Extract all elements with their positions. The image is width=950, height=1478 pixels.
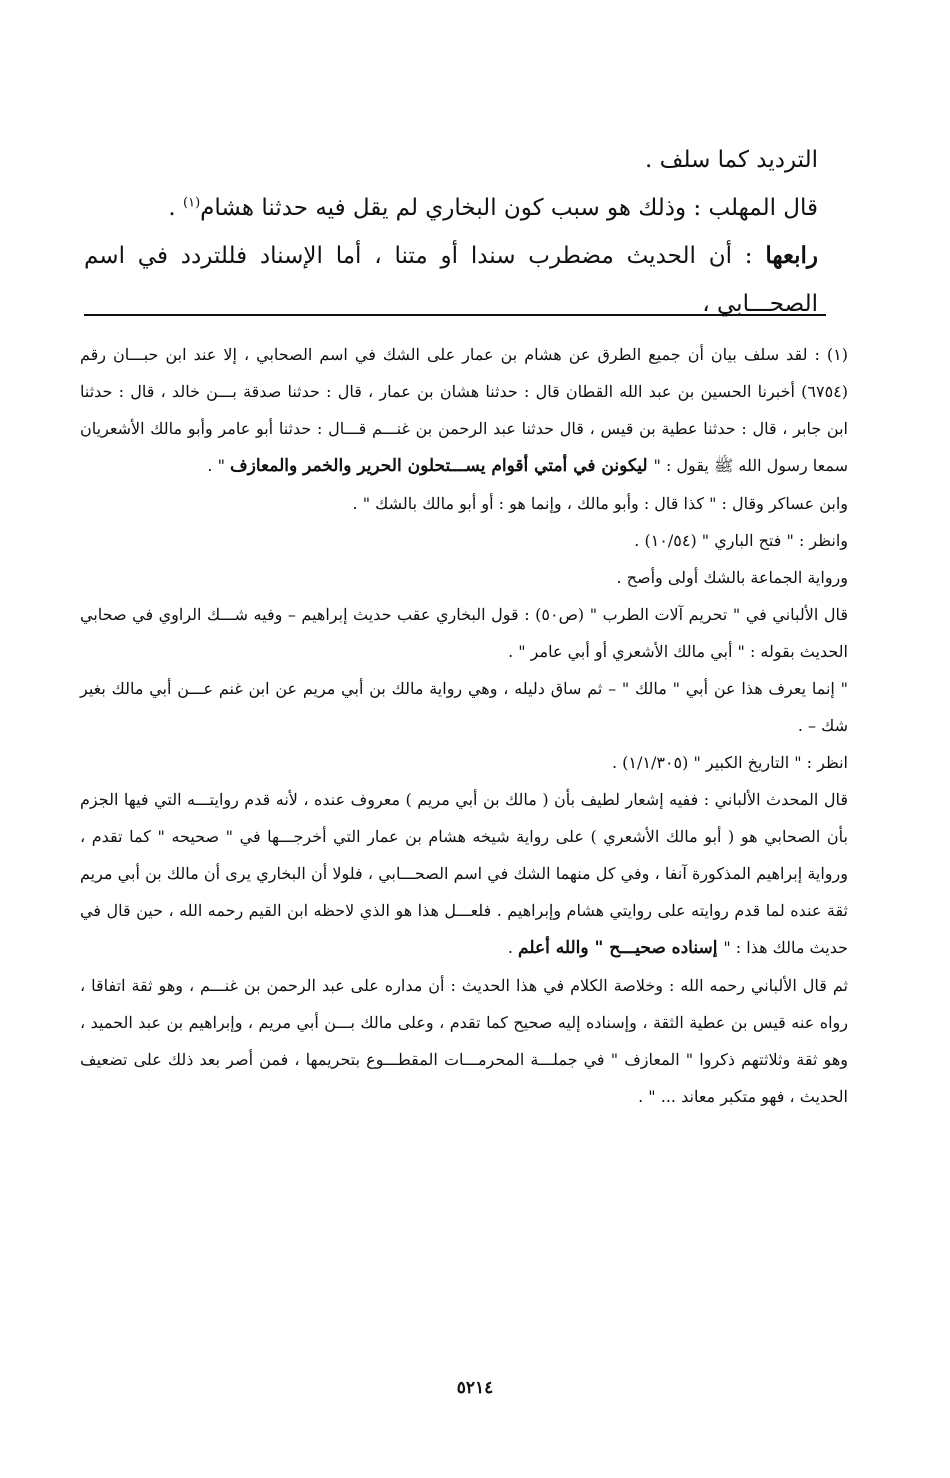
footnote-paragraph-4 bbox=[80, 559, 848, 596]
footnote-paragraph-8-end: . bbox=[507, 938, 519, 957]
footnote-paragraph-5-text: قال الألباني في " تحريم آلات الطرب " (ص٥٠) : قول البخاري عقب حديث إبراهيم – وفيه شـــك الراوي في صحابي الحديث بقوله : " أبي مالك الأشعري أو أبي عامر " . bbox=[80, 605, 848, 661]
footnote-separator bbox=[84, 314, 826, 316]
hadith-quote: ليكونن في أمتي أقوام يســـتحلون الحرير والخمر والمعازف bbox=[230, 456, 654, 476]
footnote-paragraph-4-text: ورواية الجماعة بالشك أولى وأصح . bbox=[616, 568, 848, 587]
isnad-judgement: إسناده صحيـــح " والله أعلم bbox=[518, 938, 724, 958]
main-line-3-heading: رابعها bbox=[765, 242, 818, 269]
footnote-paragraph-7 bbox=[80, 744, 848, 781]
footnote-paragraph-1-text: (١) : لقد سلف بيان أن جميع الطرق عن هشام بن عمار على الشك في اسم الصحابي ، إلا عند ابن حبـــان رقم (٦٧٥٤) أخبرنا الحسين بن عبد الله القطان قال : حدثنا هشان بن عمار ، قال : حدثنا صدقة بـــن خالد ، قال : حدثنا ابن جابر ، قال : حدثنا عطية بن قيس ، قال حدثنا عبد الرحمن بن غنـــم قـــال : حدثنا أبو عامر وأبو مالك الأشعريان سمعا رسول الله ﷺ يقول : " bbox=[80, 345, 848, 475]
footnote-paragraph-7-text: انظر : " التاريخ الكبير " (١/١/٣٠٥) . bbox=[611, 753, 848, 772]
main-line-2-text: قال المهلب : وذلك هو سبب كون البخاري لم يقل فيه حدثنا هشام bbox=[200, 195, 818, 221]
footnote-paragraph-9 bbox=[80, 967, 848, 1115]
main-line-1-text: الترديد كما سلف . bbox=[645, 147, 818, 173]
main-text-block bbox=[84, 136, 818, 328]
footnote-paragraph-9-text: ثم قال الألباني رحمه الله : وخلاصة الكلام في هذا الحديث : أن مداره على عبد الرحمن بن غنـــم ، وهو ثقة اتفاقا ، رواه عنه قيس بن عطية الثقة ، وإسناده إليه صحيح كما تقدم ، وعلى مالك بـــن أبي مريم ، وإبراهيم بن عبد الحميد ، وهو ثقة وثلاثتهم ذكروا " المعازف " في جملـــة المحرمـــات المقطـــوع بتحريمها ، فمن أصر بعد ذلك على تضعيف الحديث ، فهو متكبر معاند ... " . bbox=[80, 976, 849, 1106]
footnotes-block bbox=[80, 336, 848, 1115]
footnote-paragraph-8-text: قال المحدث الألباني : ففيه إشعار لطيف بأن ( مالك بن أبي مريم ) معروف عنده ، لأنه قدم روايتـــه التي فيها الجزم بأن الصحابي هو ( أبو مالك الأشعري ) على رواية شيخه هشام بن عمار التي أخرجـــها في " صحيحه " كما تقدم ، ورواية إبراهيم المذكورة آنفا ، وفي كل منهما الشك في اسم الصحـــابي ، فلولا أن البخاري يرى أن مالك بن أبي مريم ثقة عنده لما قدم روايته على روايتي هشام وإبراهيم . فلعـــل هذا هو الذي لاحظه ابن القيم رحمه الله ، حين قال في حديث مالك هذا : " bbox=[80, 790, 849, 957]
footnote-paragraph-1-end: " . bbox=[207, 456, 231, 475]
main-line-2-end: . bbox=[168, 195, 184, 221]
footnote-paragraph-2-text: وابن عساكر وقال : " كذا قال : وأبو مالك ، وإنما هو : أو أبو مالك بالشك " . bbox=[352, 494, 848, 513]
footnote-paragraph-3-text: وانظر : " فتح الباري " (١٠/٥٤) . bbox=[634, 531, 848, 550]
footnote-paragraph-8 bbox=[80, 781, 848, 967]
footnote-paragraph-6 bbox=[80, 670, 848, 744]
footnote-paragraph-3 bbox=[80, 522, 848, 559]
main-line-3-text: : أن الحديث مضطرب سندا أو متنا ، أما الإسناد فللتردد في اسم الصحـــابي ، bbox=[84, 243, 818, 317]
footnote-paragraph-5 bbox=[80, 596, 848, 670]
footnote-paragraph-2 bbox=[80, 485, 848, 522]
main-line-1 bbox=[84, 136, 818, 184]
footnote-paragraph-1 bbox=[80, 336, 848, 485]
footnote-paragraph-6-text: " إنما يعرف هذا عن أبي " مالك " – ثم ساق دليله ، وهي رواية مالك بن أبي مريم عن ابن غنم عـــن أبي مالك بغير شك – . bbox=[80, 679, 848, 735]
footnote-reference[interactable]: (١) bbox=[183, 195, 201, 211]
page-number: ٥٢١٤ bbox=[456, 1378, 494, 1398]
main-line-2 bbox=[84, 184, 818, 232]
